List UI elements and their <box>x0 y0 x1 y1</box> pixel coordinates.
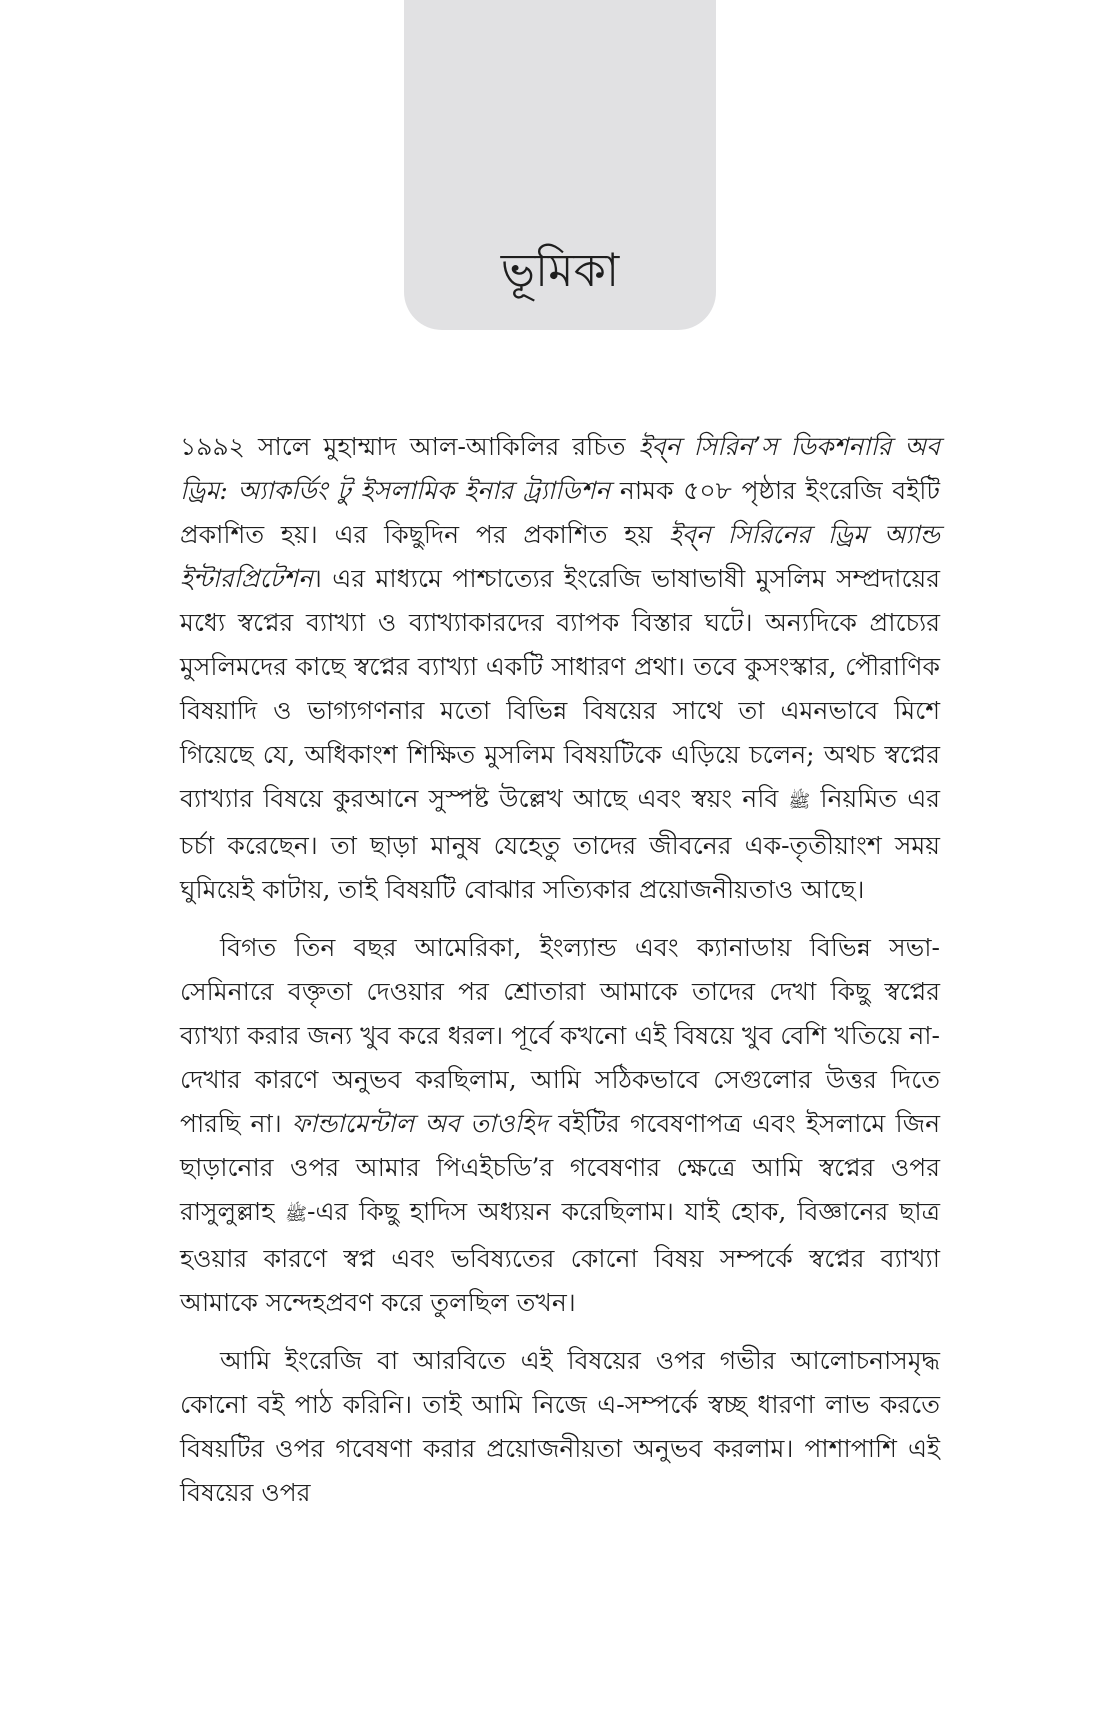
text-segment: -এর কিছু হাদিস অধ্যয়ন করেছিলাম। যাই হোক, বিজ্ঞানের ছাত্র হওয়ার কারণে স্বপ্ন এবং ভবিষ্যতের কোনো বিষয় সম্পর্কে স্বপ্নের ব্যাখ্যা আমাকে সন্দেহপ্রবণ করে তুলছিল তখন। <box>180 1197 940 1317</box>
paragraph-1 <box>180 425 940 912</box>
chapter-title: ভূমিকা <box>500 243 620 297</box>
paragraph-2 <box>180 926 940 1325</box>
paragraph-3 <box>180 1339 940 1515</box>
chapter-tab <box>404 0 716 330</box>
book-title: ফান্ডামেন্টাল অব তাওহিদ <box>291 1109 548 1138</box>
honorific-icon: ﷺ <box>285 1204 308 1225</box>
text-segment: । এর মাধ্যমে পাশ্চাত্যের ইংরেজি ভাষাভাষী মুসলিম সম্প্রদায়ের মধ্যে স্বপ্নের ব্যাখ্যা ও ব্যাখ্যাকারদের ব্যাপক বিস্তার ঘটে। অন্যদিকে প্রাচ্যের মুসলিমদের কাছে স্বপ্নের ব্যাখ্যা একটি সাধারণ প্রথা। তবে কুসংস্কার, পৌরাণিক বিষয়াদি ও ভাগ্যগণনার মতো বিভিন্ন বিষয়ের সাথে তা এমনভাবে মিশে গিয়েছে যে, অধিকাংশ শিক্ষিত মুসলিম বিষয়টিকে এড়িয়ে চলেন; অথচ স্বপ্নের ব্যাখ্যার বিষয়ে কুরআনে সুস্পষ্ট উল্লেখ আছে এবং স্বয়ং নবি <box>180 564 940 813</box>
honorific-icon: ﷺ <box>788 791 811 812</box>
text-segment: বইটির গবেষণাপত্র এবং ইসলামে জিন ছাড়ানোর ওপর আমার পিএইচডি’র গবেষণার ক্ষেত্রে আমি স্বপ্নের ওপর রাসুলুল্লাহ <box>180 1109 940 1226</box>
book-title: ইব্‌ন সিরিনের ড্রিম অ্যান্ড ইন্টারপ্রিটেশন <box>180 520 941 593</box>
book-title: ইব্‌ন সিরিন’স ডিকশনারি অব ড্রিম: অ্যাকর্ডিং টু ইসলামিক ইনার ট্র্যাডিশন <box>180 432 940 505</box>
text-segment: বিগত তিন বছর আমেরিকা, ইংল্যান্ড এবং ক্যানাডায় বিভিন্ন সভা-সেমিনারে বক্তৃতা দেওয়ার পর শ্রোতারা আমাকে তাদের দেখা কিছু স্বপ্নের ব্যাখ্যা করার জন্য খুব করে ধরল। পূর্বে কখনো এই বিষয়ে খুব বেশি খতিয়ে না-দেখার কারণে অনুভব করছিলাম, আমি সঠিকভাবে সেগুলোর উত্তর দিতে পারছি না। <box>180 933 940 1138</box>
text-segment: ১৯৯২ সালে মুহাম্মাদ আল-আকিলির রচিত <box>180 432 639 461</box>
text-segment: নামক ৫০৮ পৃষ্ঠার ইংরেজি বইটি প্রকাশিত হয়। এর কিছুদিন পর প্রকাশিত হয় <box>180 476 941 549</box>
text-segment: আমি ইংরেজি বা আরবিতে এই বিষয়ের ওপর গভীর আলোচনাসমৃদ্ধ কোনো বই পাঠ করিনি। তাই আমি নিজে এ-সম্পর্কে স্বচ্ছ ধারণা লাভ করতে বিষয়টির ওপর গবেষণা করার প্রয়োজনীয়তা অনুভব করলাম। পাশাপাশি এই বিষয়ের ওপর <box>180 1346 940 1507</box>
body-text <box>180 425 940 1529</box>
text-segment: নিয়মিত এর চর্চা করেছেন। তা ছাড়া মানুষ যেহেতু তাদের জীবনের এক-তৃতীয়াংশ সময় ঘুমিয়েই কাটায়, তাই বিষয়টি বোঝার সত্যিকার প্রয়োজনীয়তাও আছে। <box>180 784 940 904</box>
